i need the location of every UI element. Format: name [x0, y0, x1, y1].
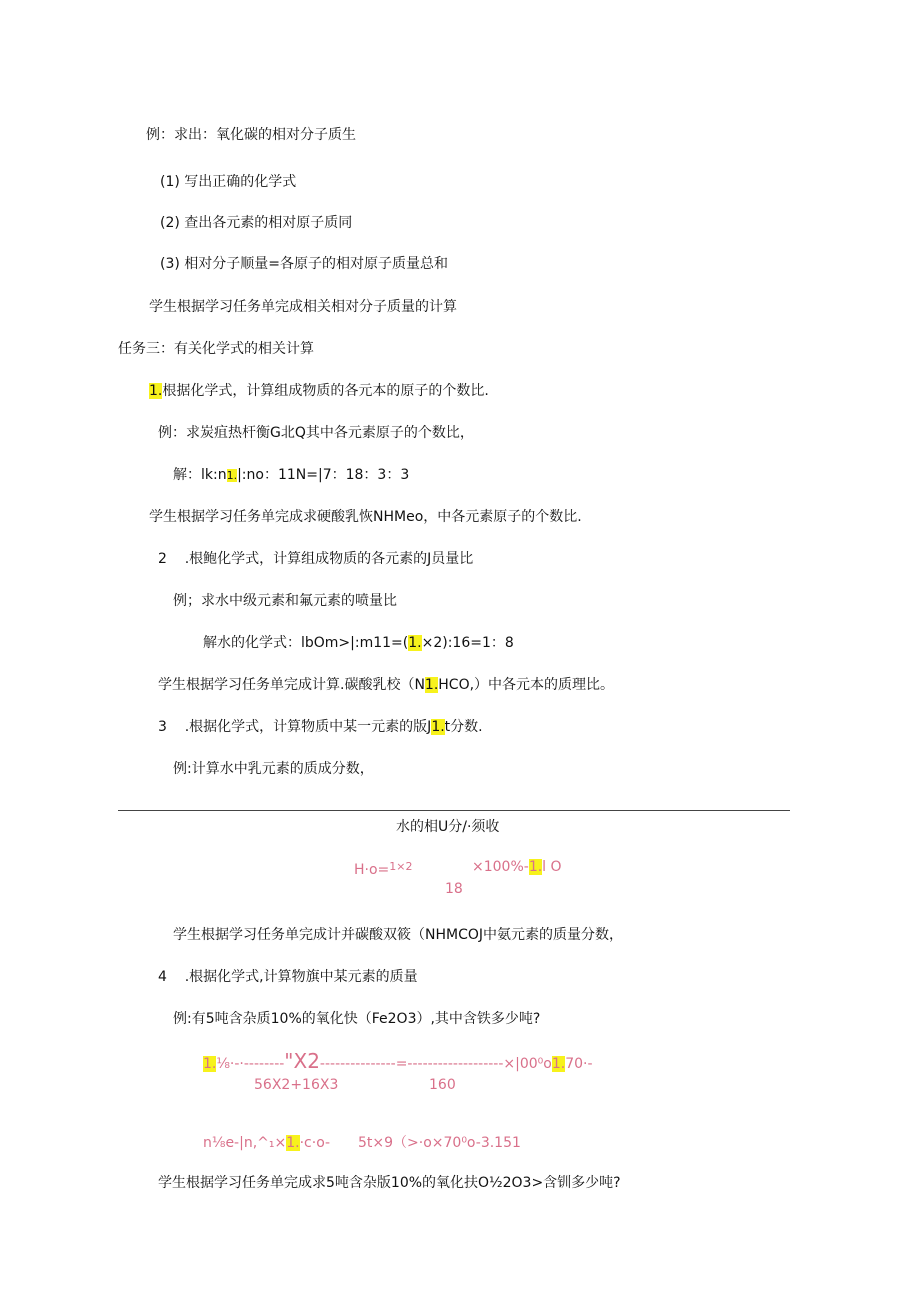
iron-denominator-1: 56X2+16X3: [254, 1077, 339, 1093]
solution-ratio: [173, 466, 409, 485]
item-2-text: .根鲍化学式，计算组成物质的各元素的J员量比: [184, 551, 474, 567]
example-mass-ratio: 例；求水中级元素和氟元素的喷量比: [173, 593, 397, 609]
student-task-4: 学生根据学习任务单完成计并碳酸双筱（NHMCOJ中氨元素的质量分数，: [173, 927, 624, 943]
solution-mass-ratio-a: 解水的化学式：lbOm>|:m11=(: [203, 635, 409, 651]
fraction-formula: [354, 858, 413, 879]
item-1-text: 根据化学式，计算组成物质的各元本的原子的个数比.: [162, 383, 489, 399]
example-heading: 例：求出：氧化碳的相对分子质生: [146, 127, 356, 143]
item-3-text-a: .根据化学式，计算物质中某一元素的版J: [184, 719, 432, 735]
highlight-mark: 1.: [149, 383, 163, 399]
divider-line: [118, 810, 790, 811]
item-2-mass-ratio: [158, 550, 473, 568]
item-4-number: 4: [158, 969, 167, 985]
iron-mass-a: n⅛e-|n,^₁×: [203, 1135, 287, 1151]
iron-formula-b: ---------------=-------------------×|00⁰o: [319, 1056, 552, 1072]
item-3-text-b: t分数.: [444, 719, 483, 735]
iron-mass-b: ·c·o-: [299, 1135, 331, 1151]
formula-value: l O: [542, 859, 562, 875]
solution-mass-ratio-b: ×2):16=1：8: [421, 635, 514, 651]
highlight-mark: 1.: [286, 1135, 300, 1151]
item-3-number: 3: [158, 719, 167, 735]
highlight-mark: 1.: [226, 469, 238, 482]
highlight-mark: 1.: [528, 859, 543, 875]
solution-ratio-a: 解：lk:n: [173, 467, 227, 483]
fraction-result: [472, 858, 562, 876]
highlight-mark: 1.: [431, 719, 445, 735]
formula-left: H·o=: [354, 862, 390, 878]
iron-denominator-2: 160: [429, 1077, 456, 1093]
task-three-heading: 任务三：有关化学式的相关计算: [118, 341, 314, 357]
item-4-element-mass: [158, 968, 418, 986]
iron-formula-a: ⅛·-·--------: [216, 1056, 285, 1072]
solution-mass-ratio: [203, 634, 514, 652]
student-task-3-a: 学生根据学习任务单完成计算.碳酸乳校（N: [158, 677, 425, 693]
step-3: (3) 相对分子顺量=各原子的相对原子质量总和: [160, 256, 449, 272]
student-task-3-b: HCO,）中各元本的质理比。: [438, 677, 615, 693]
fraction-denominator: 18: [445, 881, 463, 897]
iron-mass-formula: [203, 1134, 330, 1152]
iron-formula-c: 70·-: [565, 1056, 593, 1072]
solution-ratio-b: |:no：11N=|7：18：3：3: [237, 467, 410, 483]
item-4-text: .根据化学式,计算物旗中某元素的质量: [184, 969, 418, 985]
iron-formula-big: "X2: [284, 1049, 320, 1073]
item-3-mass-fraction: [158, 718, 483, 736]
formula-numerator: 1×2: [389, 860, 413, 873]
iron-mass-result: 5t×9（>·o×70⁰o-3.151: [358, 1135, 521, 1151]
highlight-mark: 1.: [424, 677, 439, 693]
item-2-number: 2: [158, 551, 167, 567]
formula-percent: ×100%-: [472, 859, 529, 875]
fraction-heading: 水的相U分/·须收: [396, 819, 500, 835]
example-mass-fraction: 例:计算水中乳元素的质成分数，: [173, 761, 374, 777]
highlight-mark: 1.: [408, 635, 422, 651]
step-2: (2) 查出各元素的相对原子质同: [160, 215, 353, 231]
highlight-mark: 1.: [203, 1056, 217, 1072]
step-1: (1) 写出正确的化学式: [160, 174, 297, 190]
highlight-mark: 1.: [551, 1056, 566, 1072]
item-1-ratio: [149, 382, 489, 400]
iron-fraction-formula: [203, 1049, 593, 1073]
student-task-3: [158, 676, 614, 694]
student-task-2: 学生根据学习任务单完成求硬酸乳恢NHMeo，中各元素原子的个数比.: [149, 509, 582, 525]
student-task-5: 学生根据学习任务单完成求5吨含杂版10%的氧化扶O½2O3>含钏多少吨?: [158, 1175, 621, 1191]
student-task-1: 学生根据学习任务单完成相关相对分子质量的计算: [149, 299, 457, 315]
example-element-mass: 例:有5吨含杂质10%的氧化快（Fe2O3）,其中含铁多少吨?: [173, 1011, 541, 1027]
example-ratio: 例：求炭疽热杆衡G北Q其中各元素原子的个数比，: [158, 425, 474, 441]
